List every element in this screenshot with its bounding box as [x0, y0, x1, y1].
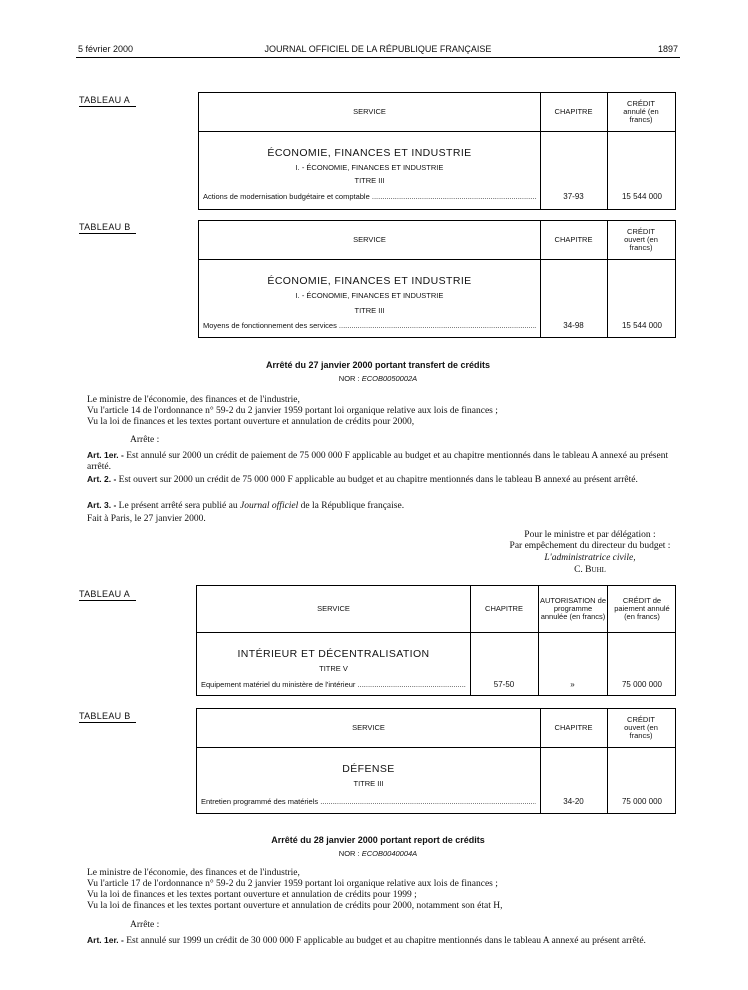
header-page-number: 1897 [657, 44, 678, 54]
arrete2-nor-code: ECOB0040004A [361, 849, 418, 858]
arrete1-signature-1: Pour le ministre et par délégation : [524, 530, 656, 540]
table3-col-chapitre: CHAPITRE [485, 604, 523, 613]
arrete1-line-1: Le ministre de l'économie, des finances et de l'industrie, [87, 395, 300, 405]
table4-col-chapitre: CHAPITRE [554, 723, 593, 732]
arrete1-nor-prefix: NOR : [338, 374, 360, 383]
arrete1-title: Arrêté du 27 janvier 2000 portant transfert de crédits [265, 360, 491, 370]
arrete1-article-2 [87, 474, 677, 486]
arrete1-nor-code: ECOB0050002A [361, 374, 418, 383]
table4-row-credit: 75 000 000 [621, 797, 663, 806]
arrete2-title: Arrêté du 28 janvier 2000 portant report de crédits [271, 835, 485, 845]
arrete2-article-1 [87, 935, 677, 947]
table1-titre: TITRE III [354, 176, 385, 185]
arrete2-line-1: Le ministre de l'économie, des finances et de l'industrie, [87, 868, 300, 878]
table2-col-chapitre: CHAPITRE [554, 235, 593, 244]
arrete2-arrete: Arrête : [130, 920, 160, 930]
table1-col-credit: CRÉDIT annulé (en francs) [623, 99, 659, 124]
table2-label: TABLEAU B [79, 222, 136, 234]
arrete1-nor [76, 374, 680, 383]
table1-col-service: SERVICE [353, 107, 386, 116]
table3-col-credit: CRÉDIT de paiement annulé (en francs) [614, 596, 670, 621]
arrete1-art2-label: Art. 2. - [87, 474, 117, 484]
table4-row-chapitre: 34-20 [563, 797, 584, 806]
table3-col-autorisation: AUTORISATION de programme annulée (en francs) [540, 596, 606, 621]
arrete2-art1-label: Art. 1er. - [87, 935, 124, 945]
table3-label: TABLEAU A [79, 589, 136, 601]
table3 [196, 585, 676, 696]
arrete1-fait: Fait à Paris, le 27 janvier 2000. [87, 514, 206, 524]
arrete1-art3-text-b: de la République française. [300, 501, 405, 511]
arrete2-art1-text: Est annulé sur 1999 un crédit de 30 000 000 F applicable au budget et au chapitre mentionnés dans le tableau A annexé au présent arrêté. [126, 936, 646, 946]
arrete1-signature-4: C. Buhl [574, 565, 606, 575]
table1-ministry: ÉCONOMIE, FINANCES ET INDUSTRIE [267, 147, 472, 159]
table3-row-autorisation: » [570, 680, 575, 689]
table2-ministry: ÉCONOMIE, FINANCES ET INDUSTRIE [267, 275, 472, 287]
table3-col-service: SERVICE [317, 604, 350, 613]
arrete1-article-3 [87, 500, 677, 512]
arrete1-art2-text: Est ouvert sur 2000 un crédit de 75 000 000 F applicable au budget et au chapitre mentionnés dans le tableau B annexé au présent arrêté. [118, 475, 638, 485]
table2-row-credit: 15 544 000 [621, 321, 663, 330]
table1 [198, 92, 676, 210]
header-journal-title: JOURNAL OFFICIEL DE LA RÉPUBLIQUE FRANÇAISE [264, 44, 492, 54]
table2-col-credit: CRÉDIT ouvert (en francs) [624, 227, 658, 252]
table4-titre: TITRE III [353, 779, 384, 788]
arrete2-line-3: Vu la loi de finances et les textes portant ouverture et annulation de crédits pour 1999 ; [87, 890, 417, 900]
arrete2-line-4: Vu la loi de finances et les textes portant ouverture et annulation de crédits pour 2000, notamment son état H, [87, 901, 503, 911]
table2-row-chapitre: 34-98 [563, 321, 584, 330]
arrete1-signature-2: Par empêchement du directeur du budget : [509, 541, 671, 551]
table4 [196, 708, 676, 814]
table3-row-credit: 75 000 000 [621, 680, 663, 689]
table2-titre: TITRE III [354, 306, 385, 315]
table1-row-label: Actions de modernisation budgétaire et comptable ..... [203, 192, 536, 201]
header-date: 5 février 2000 [78, 44, 134, 54]
table3-titre: TITRE V [319, 664, 348, 673]
table1-row-credit: 15 544 000 [621, 192, 663, 201]
table2 [198, 220, 676, 338]
table4-col-credit: CRÉDIT ouvert (en francs) [624, 715, 658, 740]
table1-subtitle: I. - ÉCONOMIE, FINANCES ET INDUSTRIE [295, 163, 444, 172]
arrete1-art1-label: Art. 1er. - [87, 450, 124, 460]
arrete2-nor-prefix: NOR : [338, 849, 360, 858]
arrete1-line-2: Vu l'article 14 de l'ordonnance n° 59-2 du 2 janvier 1959 portant loi organique relative aux lois de finances ; [87, 406, 498, 416]
table1-label: TABLEAU A [79, 95, 136, 107]
table3-row-chapitre: 57-50 [493, 680, 515, 689]
table1-col-chapitre: CHAPITRE [554, 107, 593, 116]
table2-col-service: SERVICE [353, 235, 386, 244]
table4-row-label: Entretien programmé des matériels ..... [201, 797, 536, 806]
arrete1-art3-label: Art. 3. - [87, 500, 117, 510]
arrete2-nor [76, 849, 680, 858]
table4-label: TABLEAU B [79, 711, 136, 723]
arrete1-art3-text-a: Le présent arrêté sera publié au [118, 501, 238, 511]
table4-col-service: SERVICE [352, 723, 385, 732]
arrete1-art1-text: Est annulé sur 2000 un crédit de paiement de 75 000 000 F applicable au budget et au chapitre mentionnés dans le tableau A annexé au présent arrêté. [87, 451, 669, 472]
arrete1-line-3: Vu la loi de finances et les textes portant ouverture et annulation de crédits pour 2000, [87, 417, 415, 427]
table2-row-label: Moyens de fonctionnement des services ..... [203, 321, 536, 330]
arrete1-signature-3: L'administratrice civile, [544, 553, 636, 563]
arrete1-art3-journal: Journal officiel [239, 501, 299, 511]
arrete1-article-1 [87, 450, 677, 473]
table2-subtitle: I. - ÉCONOMIE, FINANCES ET INDUSTRIE [295, 291, 444, 300]
table4-ministry: DÉFENSE [342, 763, 395, 775]
table3-row-label: Equipement matériel du ministère de l'intérieur ..... [201, 680, 466, 689]
table3-ministry: INTÉRIEUR ET DÉCENTRALISATION [237, 648, 430, 660]
arrete2-line-2: Vu l'article 17 de l'ordonnance n° 59-2 du 2 janvier 1959 portant loi organique relative aux lois de finances ; [87, 879, 498, 889]
table1-row-chapitre: 37-93 [563, 192, 584, 201]
arrete1-arrete: Arrête : [130, 435, 160, 445]
header-rule [76, 57, 680, 58]
